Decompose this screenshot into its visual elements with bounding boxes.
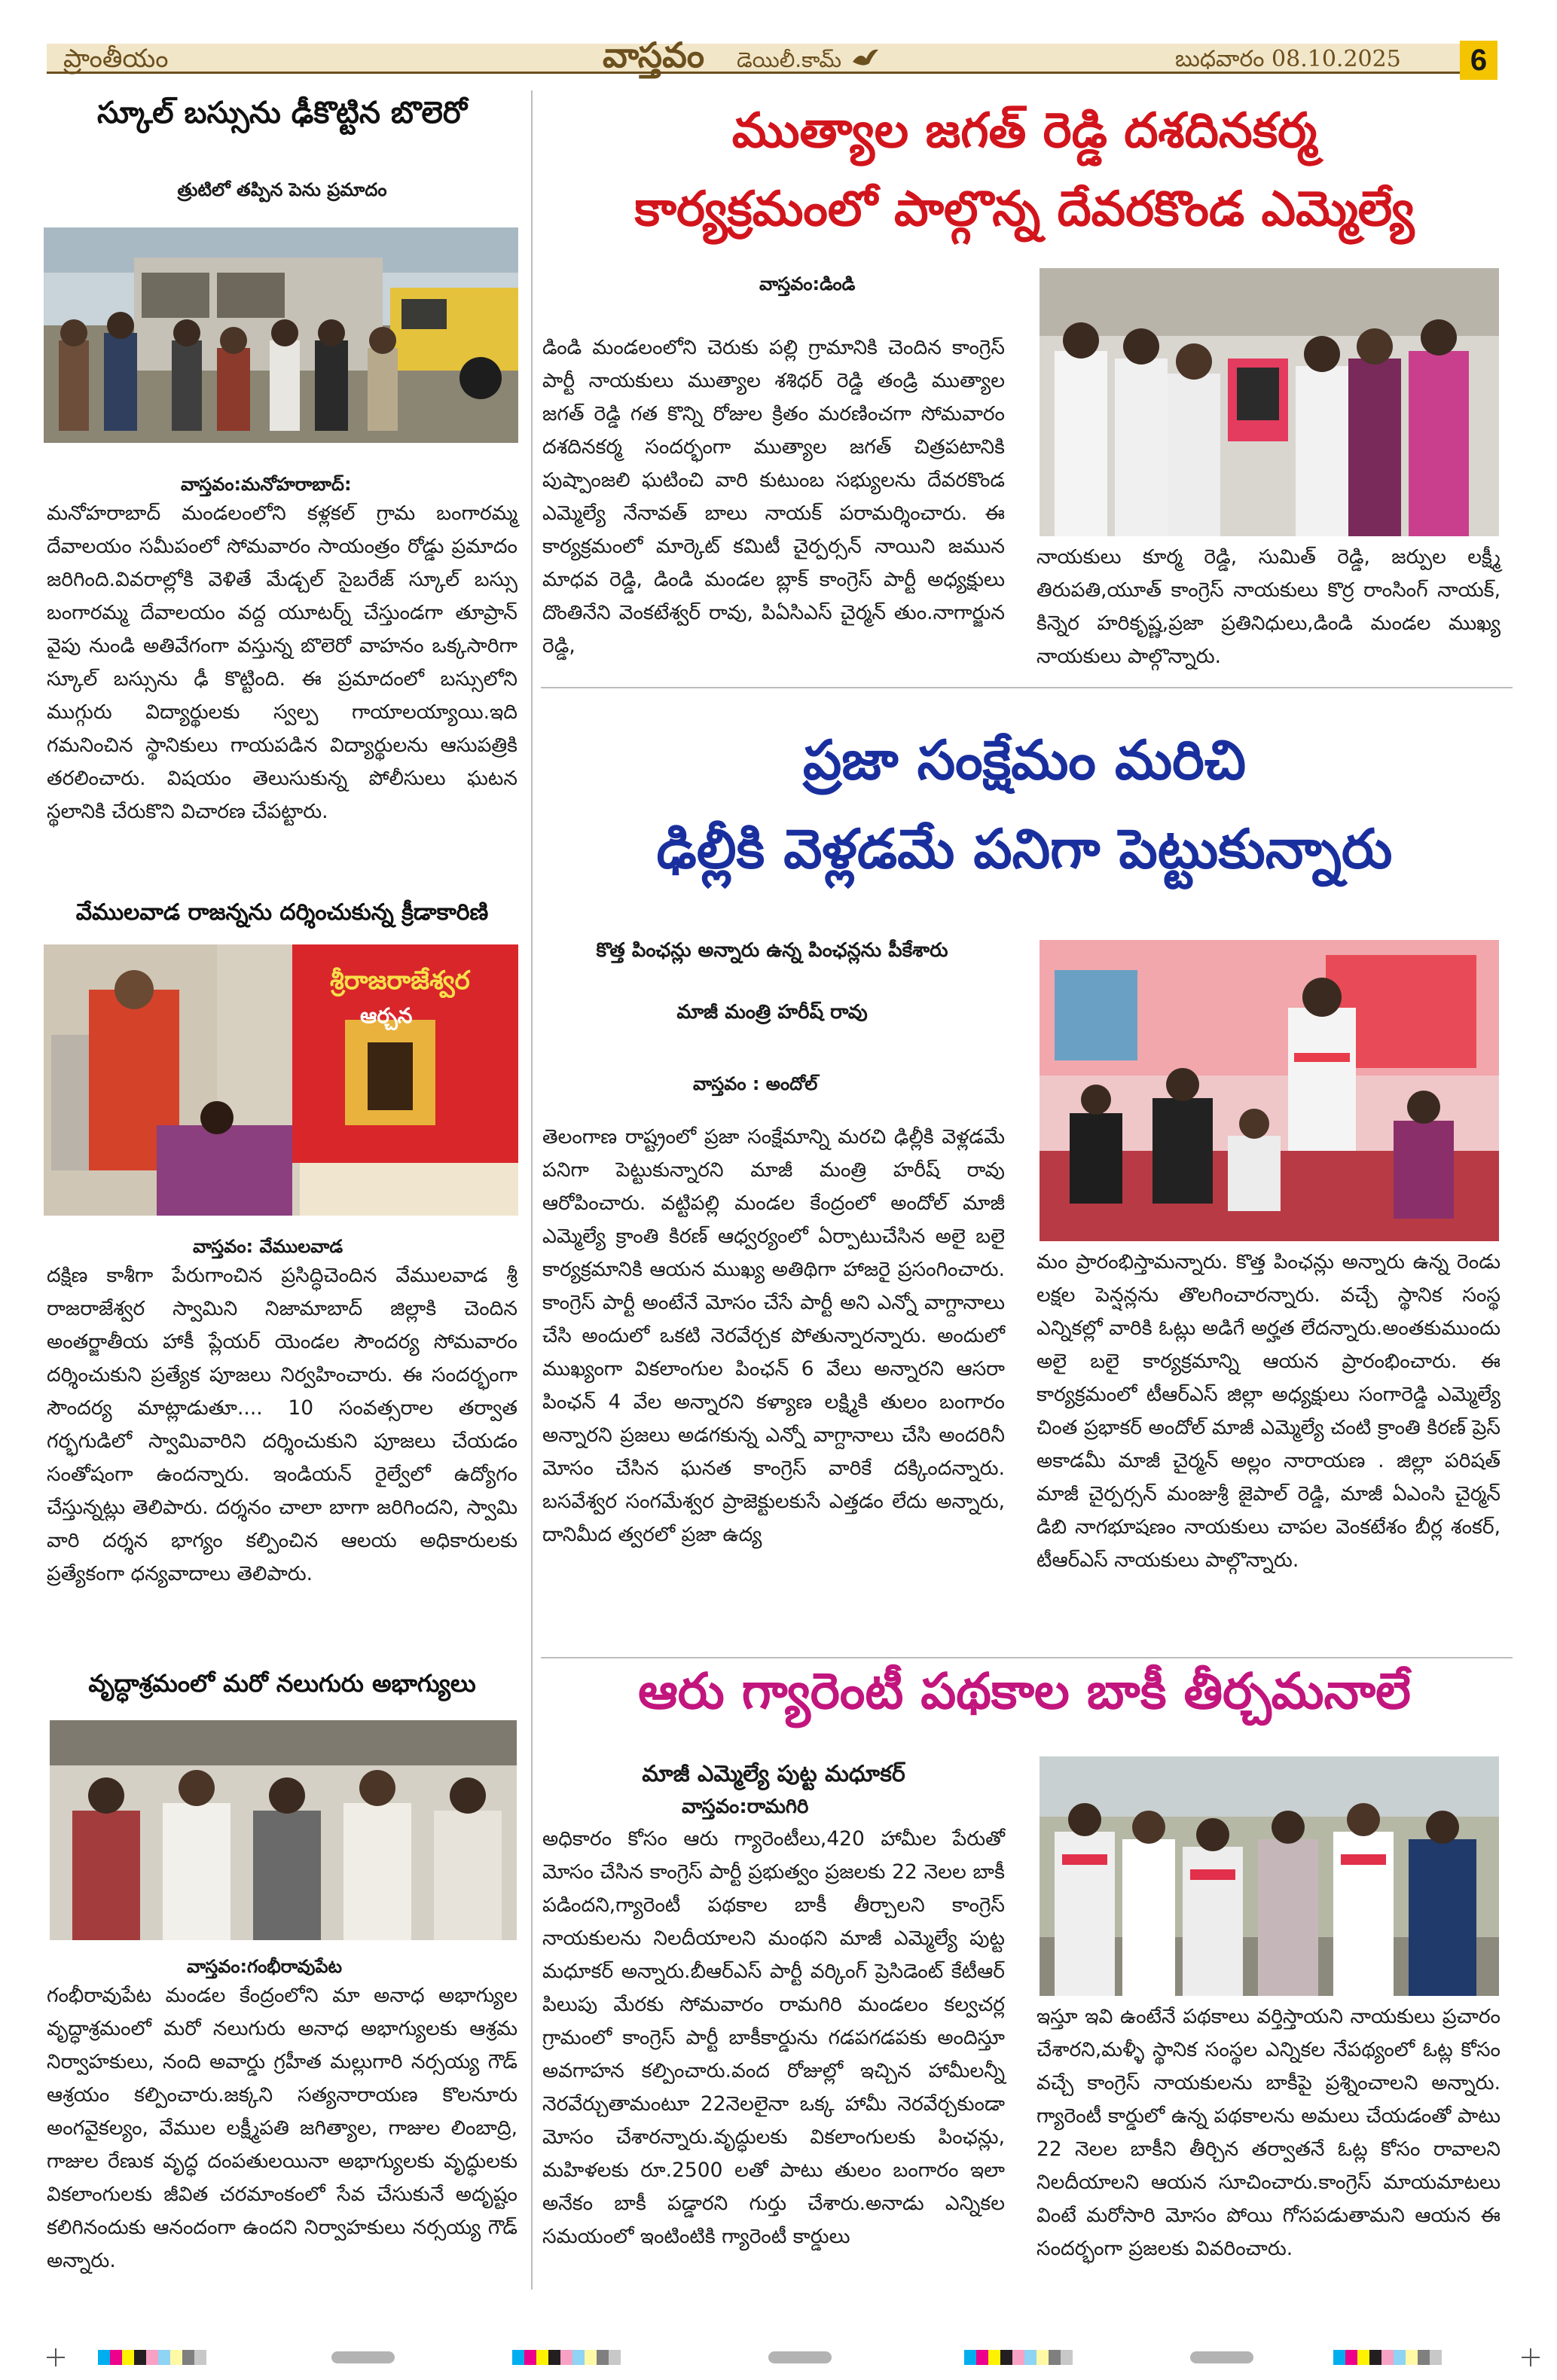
headline-line-2: ఢిల్లీకి వెళ్లడమే పనిగా పెట్టుకున్నారు — [656, 817, 1393, 880]
article-body: గంభీరావుపేట మండల కేంద్రంలోని మా అనాధ అభాగ్యుల వృద్ధాశ్రమంలో మరో నలుగురు అనాధ అభాగ్యులకు ఆశ్రమ నిర్వాహకులు, నంది అవార్డు గ్రహీత మల్లుగారి నర్సయ్య గౌడ్ ఆశ్రయం కల్పించారు.జక్కని సత్యనారాయణ కొలనూరు అంగవైకల్యం, వేముల లక్ష్మీపతి జగిత్యాల, గాజుల లింబాద్రి, గాజుల రేణుక వృద్ధ దంపతులయినా అభాగ్యులకు వృద్ధులకు వికలాంగులకు జీవిత చరమాంకంలో సేవ చేసుకునే అదృష్టం కలిగినందుకు ఆనందంగా ఉందని నిర్వాహకులు నర్సయ్య గౌడ్ అన్నారు. — [47, 1984, 517, 2272]
headline: వేములవాడ రాజన్నను దర్శించుకున్న క్రీడాకారిణి — [75, 899, 489, 926]
dateline: వాస్తవం: వేములవాడ — [193, 1236, 343, 1257]
headline-line-2: కార్యక్రమంలో పాల్గొన్న దేవరకొండ ఎమ్మెల్యే — [634, 182, 1415, 237]
article-body: అధికారం కోసం ఆరు గ్యారెంటీలు,420 హామీల పేరుతో మోసం చేసిన కాంగ్రెస్ పార్టీ ప్రభుత్వం ప్రజలకు 22 నెలల బాకీ పడిందని,గ్యారెంటీ పథకాల బాకీ తీర్చాలని కాంగ్రెస్ నాయకులను నిలదీయాలని మంథని మాజీ ఎమ్మెల్యే పుట్ట మధూకర్ అన్నారు.బీఆర్ఎస్ పార్టీ వర్కింగ్ ప్రెసిడెంట్ కేటీఆర్ పిలుపు మేరకు సోమవారం రామగిరి మండలం కల్వచర్ల గ్రామంలో కాంగ్రెస్ పార్టీ బాకీకార్డును గడపగడపకు అందిస్తూ అవగాహన కల్పించారు.వంద రోజుల్లో ఇచ్చిన హామీలన్నీ నెరవేర్చుతామంటూ 22నెలలైనా ఒక్క హామీ నెరవేర్చకుండా మోసం చేశారన్నారు.వృద్ధులకు వికలాంగులకు పింఛన్లు, మహిళలకు రూ.2500 లతో పాటు తులం బంగారం ఇలా అనేకం బాకీ పడ్డారని గుర్తు చేశారు.అనాడు ఎన్నికల సమయంలో ఇంటింటికి గ్యారెంటీ కార్డులు — [542, 1827, 1005, 2248]
print-registration-marks — [0, 2335, 1557, 2380]
rally-photo — [1040, 940, 1499, 1241]
dateline: వాస్తవం : అందోల్ — [693, 1073, 818, 1094]
temple-banner-text: శ్రీరాజరాజేశ్వర — [330, 966, 470, 996]
ceremony-photo — [1040, 268, 1499, 536]
old-age-home-photo — [50, 1720, 517, 1940]
accident-photo — [44, 227, 518, 443]
dateline: వాస్తవం:మనోహరాబాద్: — [181, 474, 352, 495]
dateline: వాస్తవం:గంభీరావుపేట — [187, 1956, 343, 1977]
page-number: 6 — [1460, 41, 1497, 80]
masthead — [0, 0, 1557, 84]
section-divider — [541, 687, 1513, 688]
headline: స్కూల్ బస్సును ఢీకొట్టిన బొలెరో — [96, 96, 468, 130]
article-body-continued: మం ప్రారంభిస్తామన్నారు. కొత్త పింఛన్లు అన్నారు ఉన్న రెండు లక్షల పెన్షన్లను తొలగించారన్నారు. వచ్చే స్థానిక సంస్థ ఎన్నికల్లో వారికి ఓట్లు అడిగే అర్హత లేదన్నారు.అంతకుముందు అలై బలై కార్యక్రమాన్ని ఆయన ప్రారంభించారు. ఈ కార్యక్రమంలో టీఆర్ఎస్ జిల్లా అధ్యక్షులు సంగారెడ్డి ఎమ్మెల్యే చింత ప్రభాకర్ అందోల్ మాజీ ఎమ్మెల్యే చంటి క్రాంతి కిరణ్ ప్రెస్ అకాడమీ మాజీ చైర్మన్ అల్లం నారాయణ . జిల్లా పరిషత్ మాజీ చైర్పర్సన్ మంజుశ్రీ జైపాల్ రెడ్డి, మాజీ ఏఎంసి చైర్మన్ డిబి నాగభూషణం నాయకులు చాపల వెంకటేశం బీర్ల శంకర్, టీఆర్ఎస్ నాయకులు పాల్గొన్నారు. — [1036, 1250, 1501, 1572]
section-name: ప్రాంతీయం — [63, 44, 169, 74]
headline: వృద్ధాశ్రమంలో మరో నలుగురు అభాగ్యులు — [88, 1669, 476, 1698]
headline: ఆరు గ్యారెంటీ పథకాల బాకీ తీర్చమనాలే — [638, 1662, 1411, 1720]
article-body: దక్షిణ కాశీగా పేరుగాంచిన ప్రసిద్ధిచెందిన వేములవాడ శ్రీ రాజరాజేశ్వర స్వామిని నిజామాబాద్ జిల్లాకి చెందిన అంతర్జాతీయ హాకీ ప్లేయర్ యెండల సౌందర్య సోమవారం దర్శించుకుని ప్రత్యేక పూజలు నిర్వహించారు. ఈ సందర్భంగా సౌందర్య మాట్లాడుతూ.... 10 సంవత్సరాల తర్వాత గర్భగుడిలో స్వామివారిని దర్శించుకుని పూజలు చేయడం సంతోషంగా ఉందన్నారు. ఇండియన్ రైల్వేలో ఉద్యోగం చేస్తున్నట్లు తెలిపారు. దర్శనం చాలా బాగా జరిగిందని, స్వామి వారి దర్శన భాగ్యం కల్పించిన ఆలయ అధికారులకు ప్రత్యేకంగా ధన్యవాదాలు తెలిపారు. — [47, 1264, 517, 1585]
site-name: డెయిలీ.కామ్ — [737, 47, 842, 72]
temple-banner-text: ఆర్చన — [360, 1003, 413, 1028]
campaign-photo — [1040, 1756, 1499, 1996]
brand-logo: వాస్తవం — [603, 35, 705, 75]
dateline: వాస్తవం:డిండి — [759, 273, 856, 294]
speaker-name: మాజీ మంత్రి హరీష్ రావు — [676, 1001, 868, 1024]
article-body-continued: ఇస్తూ ఇవి ఉంటేనే పథకాలు వర్తిస్తాయని నాయకులు ప్రచారం చేశారని,మళ్ళీ స్థానిక సంస్థల ఎన్నికల నేపథ్యంలో ఓట్ల కోసం వచ్చే కాంగ్రెస్ నాయకులను బాకీపై ప్రశ్నించాలని అన్నారు. గ్యారెంటీ కార్డులో ఉన్న పథకాలను అమలు చేయడంతో పాటు 22 నెలల బాకీని తీర్చిన తర్వాతనే ఓట్ల కోసం రావాలని నిలదీయాలని ఆయన సూచించారు.కాంగ్రెస్ మాయమాటలు వింటే మరోసారి మోసం పోయి గోసపడుతామని ఆయన ఈ సందర్భంగా ప్రజలకు వివరించారు. — [1036, 2005, 1501, 2260]
speaker-name: మాజీ ఎమ్మెల్యే పుట్ట మధూకర్ — [642, 1761, 905, 1787]
column-divider — [531, 90, 533, 2290]
article-body: డిండి మండలంలోని చెరుకు పల్లి గ్రామానికి చెందిన కాంగ్రెస్ పార్టీ నాయకులు ముత్యాల శశిధర్ రెడ్డి తండ్రి ముత్యాల జగత్ రెడ్డి గత కొన్ని రోజుల క్రితం మరణించగా సోమవారం దశదినకర్మ సందర్భంగా ముత్యాల జగత్ చిత్రపటానికి పుష్పాంజలి ఘటించి వారి కుటుంబ సభ్యులను దేవరకొండ ఎమ్మెల్యే నేనావత్ బాలు నాయక్ పరామర్శించారు. ఈ కార్యక్రమంలో మార్కెట్ కమిటీ చైర్పర్సన్ నాయిని జమున మాధవ రెడ్డి, డిండి మండల బ్లాక్ కాంగ్రెస్ పార్టీ అధ్యక్షులు దొంతినేని వెంకటేశ్వర్ రావు, పిఏసిఎస్ చైర్మన్ తుం.నాగార్జున రెడ్డి, — [542, 336, 1005, 658]
headline-line-1: ప్రజా సంక్షేమం మరిచి — [803, 728, 1246, 792]
dateline: వాస్తవం:రామగిరి — [682, 1796, 809, 1818]
article-body-continued: నాయకులు కూర్మ రెడ్డి, సుమిత్ రెడ్డి, జర్పుల లక్ష్మీ తిరుపతి,యూత్ కాంగ్రెస్ నాయకులు కొర్ర రాంసింగ్ నాయక్, కిన్నెర హరికృష్ణ,ప్రజా ప్రతినిధులు,డిండి మండల ముఖ్య నాయకులు పాల్గొన్నారు. — [1036, 545, 1501, 668]
issue-date: బుధవారం 08.10.2025 — [1175, 46, 1401, 72]
subheadline: కొత్త పింఛన్లు అన్నారు ఉన్న పింఛన్లను పీకేశారు — [596, 939, 948, 962]
bird-icon — [850, 45, 880, 72]
subheadline: త్రుటిలో తప్పిన పెను ప్రమాదం — [177, 179, 387, 200]
article-body: మనోహరాబాద్ మండలంలోని కళ్లకల్ గ్రామ బంగారమ్మ దేవాలయం సమీపంలో సోమవారం సాయంత్రం రోడ్డు ప్రమాదం జరిగింది.వివరాల్లోకి వెళితే మేడ్చల్ సైబరేజ్ స్కూల్ బస్సు బంగారమ్మ దేవాలయం వద్ద యూటర్న్ చేస్తుండగా తూప్రాన్ వైపు నుండి అతివేగంగా వస్తున్న బొలెరో వాహనం ఒక్కసారిగా స్కూల్ బస్సును ఢీ కొట్టింది. ఈ ప్రమాదంలో బస్సులోని ముగ్గురు విద్యార్థులకు స్వల్ప గాయాలయ్యాయి.ఇది గమనించిన స్థానికులు గాయపడిన విద్యార్థులను ఆసుపత్రికి తరలించారు. విషయం తెలుసుకున్న పోలీసులు ఘటన స్థలానికి చేరుకొని విచారణ చేపట్టారు. — [47, 502, 517, 823]
headline-line-1: ముత్యాల జగత్ రెడ్డి దశదినకర్మ — [731, 103, 1317, 159]
temple-photo — [44, 944, 518, 1216]
article-body: తెలంగాణ రాష్ట్రంలో ప్రజా సంక్షేమాన్ని మరచి ఢిల్లీకి వెళ్లడమే పనిగా పెట్టుకున్నారని మాజీ మంత్రి హరీష్ రావు ఆరోపించారు. వట్టిపల్లి మండల కేంద్రంలో అందోల్ మాజీ ఎమ్మెల్యే క్రాంతి కిరణ్ ఆధ్వర్యంలో ఏర్పాటుచేసిన అలై బలై కార్యక్రమానికి ఆయన ముఖ్య అతిథిగా హాజరై ప్రసంగించారు. కాంగ్రెస్ పార్టీ అంటేనే మోసం చేసే పార్టీ అని ఎన్నో వాగ్దానాలు చేసి అందులో ఒకటి నెరవేర్చక పోతున్నారన్నారు. అందులో ముఖ్యంగా వికలాంగుల పింఛన్ 6 వేలు అన్నారని ఆసరా పింఛన్ 4 వేల అన్నారని కళ్యాణ లక్ష్మికి తులం బంగారం అన్నారని ప్రజలు అడగకున్న ఎన్నో వాగ్దానాలు చేసి అందరినీ మోసం చేసిన ఘనత కాంగ్రెస్ వారికే దక్కిందన్నారు. బసవేశ్వర సంగమేశ్వర ప్రాజెక్టులకుసే ఎత్తడం లేదు అన్నారు, దానిమీద త్వరలో ప్రజా ఉద్య — [542, 1125, 1005, 1546]
section-divider — [541, 1657, 1513, 1658]
